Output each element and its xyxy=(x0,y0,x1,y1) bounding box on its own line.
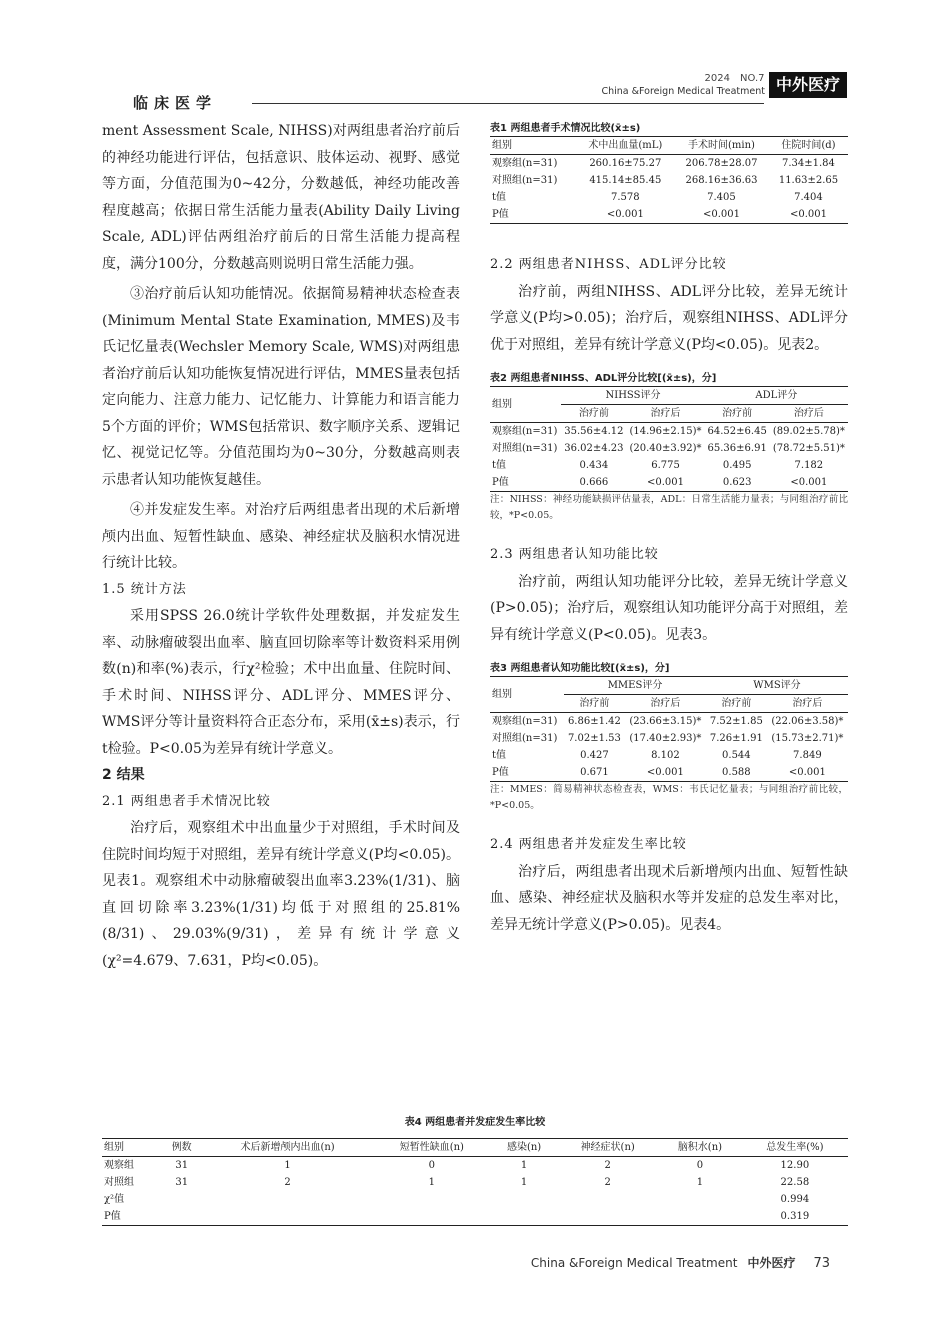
table-cell: <0.001 xyxy=(606,209,644,220)
table-row xyxy=(102,1157,848,1175)
table-header: 治疗前 xyxy=(722,408,753,419)
table-header: 感染(n) xyxy=(506,1142,542,1153)
table-cell: 对照组 xyxy=(104,1177,134,1188)
table-cell: 12.90 xyxy=(780,1160,810,1171)
table-cell: 1 xyxy=(696,1177,704,1188)
section-heading: 2.4 两组患者并发症发生率比较 xyxy=(490,837,687,852)
table-note: 注：MMES：简易精神状态检查表，WMS：韦氏记忆量表；与同组治疗前比较，*P<0.05。 xyxy=(490,784,848,811)
table-cell: 36.02±4.23 xyxy=(564,443,624,454)
table-caption: 表3 两组患者认知功能比较[(x̄±s)，分] xyxy=(490,663,670,674)
table-cell: 对照组(n=31) xyxy=(492,443,558,454)
table-cell: (14.96±2.15)* xyxy=(629,426,702,437)
table-cell xyxy=(202,1208,372,1226)
table-cell: 7.52±1.85 xyxy=(709,716,763,727)
table-header: 总发生率(%) xyxy=(766,1142,824,1153)
table-cell: 11.63±2.65 xyxy=(778,175,839,186)
table-2 xyxy=(490,372,848,524)
table-row xyxy=(490,423,848,441)
section-heading: 2.1 两组患者手术情况比较 xyxy=(102,793,271,809)
issue-number: NO.7 xyxy=(740,73,765,84)
table-cell: 1 xyxy=(520,1177,528,1188)
table-cell: (78.72±5.51)* xyxy=(772,443,845,454)
table-cell: (89.02±5.78)* xyxy=(772,426,845,437)
table-cell xyxy=(373,1191,491,1208)
table-cell: 22.58 xyxy=(780,1177,810,1188)
table-header: 例数 xyxy=(171,1142,192,1153)
table-header: 组别 xyxy=(492,140,512,151)
table-cell: 31 xyxy=(175,1177,189,1188)
table-cell: 64.52±6.45 xyxy=(707,426,767,437)
table-cell: 观察组 xyxy=(104,1160,134,1171)
table-4 xyxy=(102,1116,848,1226)
paragraph: 采用SPSS 26.0统计学软件处理数据，并发症发生率、动脉瘤破裂出血率、脑直回切除率等计数资料采用例数(n)和率(%)表示，行χ²检验；术中出血量、住院时间、手术时间、NIHSS评分、ADL评分、MMES评分、WMS评分等计量资料符合正态分布，采用(x̄±s)表示，行t检验。P<0.05为差异有统计学意义。 xyxy=(102,608,460,757)
table-cell: <0.001 xyxy=(788,767,826,778)
table-row xyxy=(102,1208,848,1226)
footer-journal-en: China &Foreign Medical Treatment xyxy=(530,1256,738,1270)
table-cell: 观察组(n=31) xyxy=(492,716,558,727)
section-title: 临床医学 xyxy=(133,94,218,112)
table-header: MMES评分 xyxy=(564,677,706,695)
table-cell xyxy=(658,1208,742,1226)
table-row xyxy=(490,713,848,731)
table-1 xyxy=(490,122,848,224)
table-cell xyxy=(557,1191,658,1208)
table-cell: 0 xyxy=(696,1160,704,1171)
table-cell: <0.001 xyxy=(702,209,740,220)
table-cell: 1 xyxy=(428,1177,436,1188)
table-row xyxy=(490,730,848,747)
table-caption: 表1 两组患者手术情况比较(x̄±s) xyxy=(490,123,641,134)
table-cell: (20.40±3.92)* xyxy=(629,443,702,454)
paragraph: ④并发症发生率。对治疗后两组患者出现的术后新增颅内出血、短暂性缺血、感染、神经症状及脑积水情况进行统计比较。 xyxy=(102,502,460,571)
table-row xyxy=(490,747,848,764)
table-row xyxy=(490,206,848,224)
table-header: 组别 xyxy=(490,677,564,713)
table-header: 短暂性缺血(n) xyxy=(399,1142,464,1153)
table-cell: 0.495 xyxy=(722,460,752,471)
table-cell: t值 xyxy=(492,460,507,471)
table-3 xyxy=(490,662,848,814)
journal-logo: 中外医疗 xyxy=(769,72,847,98)
table-cell: 7.578 xyxy=(611,192,640,203)
table-cell: 8.102 xyxy=(651,750,680,761)
table-row xyxy=(102,1174,848,1191)
table-cell: χ²值 xyxy=(104,1194,125,1205)
table-cell xyxy=(491,1208,557,1226)
table-cell xyxy=(202,1191,372,1208)
table-cell: 0.623 xyxy=(722,477,752,488)
table-cell: 2 xyxy=(604,1160,611,1171)
table-cell: 0.588 xyxy=(722,767,751,778)
table-header: 脑积水(n) xyxy=(677,1142,723,1153)
table-cell: <0.001 xyxy=(646,767,684,778)
table-header: 治疗后 xyxy=(650,408,681,419)
table-row xyxy=(490,440,848,457)
table-row xyxy=(490,457,848,474)
table-header: 治疗前 xyxy=(579,698,610,709)
paragraph: 治疗后，两组患者出现术后新增颅内出血、短暂性缺血、感染、神经症状及脑积水等并发症的总发生率对比，差异无统计学意义(P>0.05)。见表4。 xyxy=(490,863,848,933)
table-header: 治疗后 xyxy=(793,408,824,419)
table-cell xyxy=(658,1191,742,1208)
table-cell: (23.66±3.15)* xyxy=(629,716,702,727)
page-number: 73 xyxy=(813,1256,830,1271)
table-cell: 观察组(n=31) xyxy=(492,426,558,437)
table-cell: 0 xyxy=(428,1160,436,1171)
table-cell: (22.06±3.58)* xyxy=(771,716,844,727)
table-cell: 7.849 xyxy=(793,750,822,761)
table-cell: P值 xyxy=(492,477,509,488)
table-header: WMS评分 xyxy=(706,677,848,695)
table-cell: <0.001 xyxy=(789,209,827,220)
table-cell: 0.994 xyxy=(780,1194,810,1205)
section-heading: 2 结果 xyxy=(102,767,145,783)
table-cell: 35.56±4.12 xyxy=(564,426,624,437)
table-caption: 表2 两组患者NIHSS、ADL评分比较[(x̄±s)，分] xyxy=(490,373,717,384)
table-cell: <0.001 xyxy=(647,477,685,488)
table-cell: 1 xyxy=(284,1160,291,1171)
table-cell: 观察组(n=31) xyxy=(492,158,558,169)
table-header: 住院时间(d) xyxy=(781,140,836,151)
table-cell: 2 xyxy=(604,1177,611,1188)
table-row xyxy=(490,764,848,782)
table-cell: 0.544 xyxy=(722,750,751,761)
table-caption: 表4 两组患者并发症发生率比较 xyxy=(404,1117,546,1128)
table-cell: 0.427 xyxy=(580,750,609,761)
table-header: 治疗后 xyxy=(650,698,681,709)
table-header: 组别 xyxy=(104,1142,124,1153)
table-header: 术中出血量(mL) xyxy=(588,140,663,151)
table-cell: 6.86±1.42 xyxy=(567,716,621,727)
paragraph: 治疗前，两组NIHSS、ADL评分比较，差异无统计学意义(P均>0.05)；治疗后，观察组NIHSS、ADL评分优于对照组，差异有统计学意义(P均<0.05)。见表2。 xyxy=(490,283,848,353)
table-cell: 7.182 xyxy=(794,460,824,471)
table-cell: 7.34±1.84 xyxy=(782,158,835,169)
paragraph: 治疗前，两组认知功能评分比较，差异无统计学意义(P>0.05)；治疗后，观察组认知功能评分高于对照组，差异有统计学意义(P<0.05)。见表3。 xyxy=(490,573,848,643)
table-cell: 对照组(n=31) xyxy=(492,175,558,186)
paragraph: ment Assessment Scale, NIHSS)对两组患者治疗前后的神经功能进行评估，包括意识、肢体运动、视野、感觉等方面，分值范围为0~42分，分数越低，神经功能改善程度越高；依据日常生活能力量表(Ability Daily Living Scale, ADL)评估两组治疗前后的日常生活能力提高程度，满分100分，分数越高则说明日常生活能力强。 xyxy=(102,123,460,272)
table-cell: 对照组(n=31) xyxy=(492,733,558,744)
table-header: 治疗前 xyxy=(721,698,752,709)
table-row xyxy=(490,474,848,492)
table-header: ADL评分 xyxy=(705,387,848,405)
table-cell: 0.434 xyxy=(579,460,609,471)
table-header: 术后新增颅内出血(n) xyxy=(240,1142,335,1153)
journal-name-en: China &Foreign Medical Treatment xyxy=(601,86,765,97)
table-cell: (17.40±2.93)* xyxy=(629,733,702,744)
table-header: 治疗后 xyxy=(792,698,823,709)
table-cell xyxy=(373,1208,491,1226)
section-heading: 2.3 两组患者认知功能比较 xyxy=(490,547,659,562)
paragraph: 治疗后，观察组术中出血量少于对照组，手术时间及住院时间均短于对照组，差异有统计学意义(P均<0.05)。见表1。观察组术中动脉瘤破裂出血率3.23%(1/31)、脑直回切除率3.23%(1/31)均低于对照组的25.81%(8/31)、29.03%(9/31)，差异有统计学意义(χ²=4.679、7.631，P均<0.05)。 xyxy=(102,820,460,969)
table-header: 治疗前 xyxy=(578,408,609,419)
table-row xyxy=(102,1191,848,1208)
table-cell xyxy=(161,1208,203,1226)
table-header: 神经症状(n) xyxy=(580,1142,635,1153)
table-cell: <0.001 xyxy=(790,477,828,488)
table-cell: 7.405 xyxy=(707,192,736,203)
section-heading: 1.5 统计方法 xyxy=(102,581,187,597)
left-column xyxy=(102,118,460,974)
table-cell: 7.26±1.91 xyxy=(709,733,763,744)
right-column xyxy=(490,122,848,938)
table-note: 注：NIHSS：神经功能缺损评估量表，ADL：日常生活能力量表；与同组治疗前比较，*P<0.05。 xyxy=(490,494,848,521)
issue-year: 2024 xyxy=(704,73,730,84)
table-cell: P值 xyxy=(492,767,509,778)
table-row xyxy=(490,155,848,173)
table-cell: 31 xyxy=(175,1160,189,1171)
table-header: 手术时间(min) xyxy=(688,140,755,151)
table-cell: P值 xyxy=(492,209,509,220)
table-row xyxy=(490,189,848,206)
table-row xyxy=(490,172,848,189)
table-cell: 415.14±85.45 xyxy=(589,175,662,186)
table-cell: (15.73±2.71)* xyxy=(771,733,844,744)
table-cell: 2 xyxy=(284,1177,291,1188)
paragraph: ③治疗前后认知功能情况。依据简易精神状态检查表(Minimum Mental State Examination, MMES)及韦氏记忆量表(Wechsler Memory Scale, WMS)对两组患者治疗前后认知功能恢复情况进行评估，MMES量表包括定向能力、注意力能力、记忆能力、计算能力和语言能力5个方面的评价；WMS包括常识、数字顺序关系、逻辑记忆、视觉记忆等。分值范围均为0~30分，分数越高则表示患者认知功能恢复越佳。 xyxy=(102,286,460,488)
table-cell: 6.775 xyxy=(651,460,680,471)
table-cell xyxy=(557,1208,658,1226)
table-cell: 65.36±6.91 xyxy=(707,443,767,454)
footer-journal-cn: 中外医疗 xyxy=(747,1256,796,1270)
table-cell: 0.671 xyxy=(580,767,609,778)
table-cell: 268.16±36.63 xyxy=(685,175,758,186)
table-cell: 0.666 xyxy=(579,477,609,488)
table-header: NIHSS评分 xyxy=(561,387,704,405)
table-cell: t值 xyxy=(492,192,507,203)
table-cell: 260.16±75.27 xyxy=(589,158,662,169)
page-footer xyxy=(531,1254,830,1271)
table-cell xyxy=(491,1191,557,1208)
table-cell: 206.78±28.07 xyxy=(685,158,758,169)
table-cell xyxy=(161,1191,203,1208)
table-cell: 1 xyxy=(520,1160,528,1171)
section-heading: 2.2 两组患者NIHSS、ADL评分比较 xyxy=(490,257,727,272)
table-header: 组别 xyxy=(490,387,561,423)
table-cell: 0.319 xyxy=(780,1211,810,1222)
table-cell: P值 xyxy=(104,1211,121,1222)
header-rule xyxy=(252,103,764,104)
table-cell: 7.02±1.53 xyxy=(567,733,621,744)
table-cell: t值 xyxy=(492,750,507,761)
table-cell: 7.404 xyxy=(794,192,823,203)
